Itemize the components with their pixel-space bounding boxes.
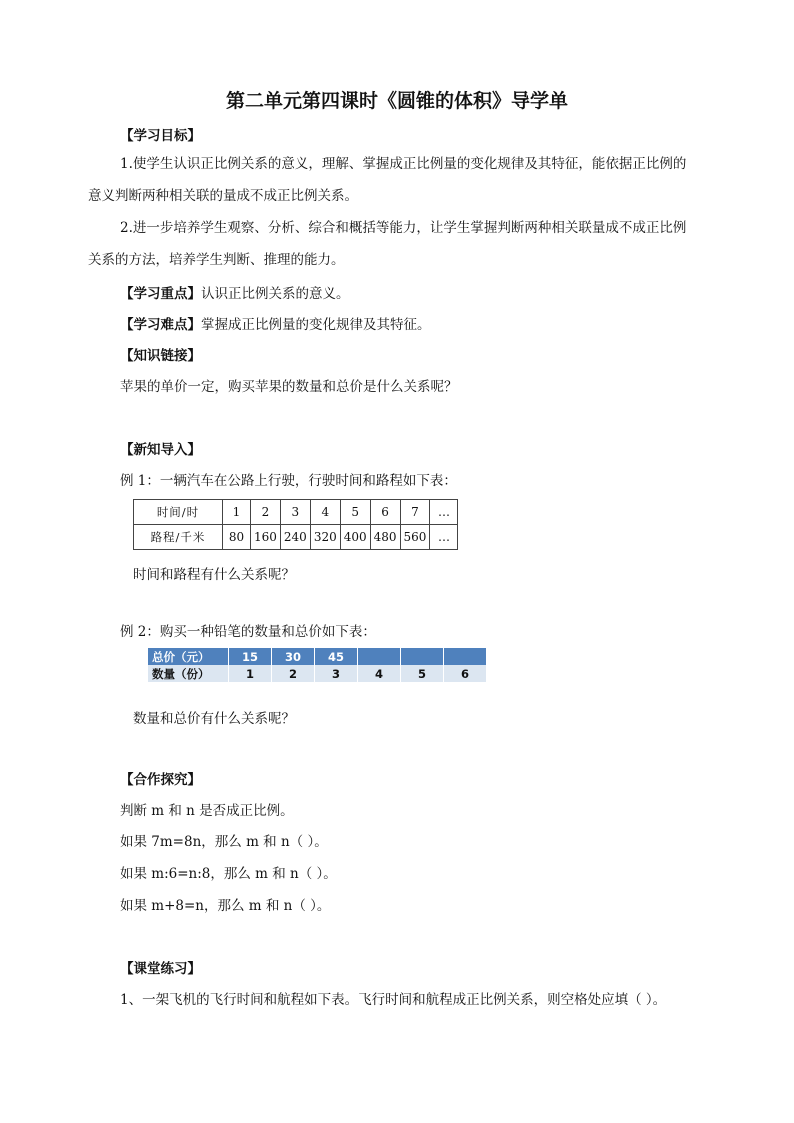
cooperation-intro: 判断 m 和 n 是否成正比例。 — [120, 803, 294, 819]
table-cell: 320 — [310, 525, 340, 550]
table-header-distance: 路程/千米 — [134, 525, 223, 550]
objective-2-line-1: 2.进一步培养学生观察、分析、综合和概括等能力，让学生掌握判断两种相关联量成不成正比例 — [120, 220, 687, 236]
table-cell: 45 — [315, 648, 358, 665]
table-cell: 4 — [310, 500, 340, 525]
difficulty-heading: 【学习难点】 — [120, 317, 201, 333]
new-knowledge-heading: 【新知导入】 — [120, 442, 201, 458]
key-point-heading: 【学习重点】 — [120, 286, 201, 302]
cooperation-question-2: 如果 m:6=n:8，那么 m 和 n（ ）。 — [120, 866, 337, 882]
example-2-question: 数量和总价有什么关系呢？ — [133, 711, 295, 727]
table-cell: 560 — [400, 525, 430, 550]
price-quantity-table — [148, 648, 487, 682]
table-header-time: 时间/时 — [134, 500, 223, 525]
table-cell — [401, 648, 444, 665]
difficulty-text: 掌握成正比例量的变化规律及其特征。 — [201, 317, 431, 333]
cooperation-question-1: 如果 7m=8n，那么 m 和 n（ ）。 — [120, 834, 328, 850]
cooperation-question-3: 如果 m+8=n，那么 m 和 n（ ）。 — [120, 898, 331, 914]
table-cell: 2 — [251, 500, 281, 525]
table-cell: 3 — [315, 665, 358, 682]
table-row — [134, 500, 458, 525]
table-cell: 2 — [272, 665, 315, 682]
table-cell: 1 — [223, 500, 251, 525]
example-2-intro: 例 2：购买一种铅笔的数量和总价如下表： — [120, 624, 376, 640]
table-cell: 5 — [340, 500, 370, 525]
table-cell — [444, 648, 487, 665]
objective-1-line-2: 意义判断两种相关联的量成不成正比例关系。 — [88, 188, 358, 204]
table-cell — [358, 648, 401, 665]
table-cell: 7 — [400, 500, 430, 525]
table-cell: 5 — [401, 665, 444, 682]
table-header-quantity: 数量（份） — [148, 665, 229, 682]
objectives-heading: 【学习目标】 — [120, 128, 201, 144]
table-row — [148, 665, 487, 682]
table-cell: … — [430, 500, 458, 525]
example-1-question: 时间和路程有什么关系呢？ — [133, 567, 295, 583]
time-distance-table — [133, 499, 458, 550]
table-cell: 160 — [251, 525, 281, 550]
key-point-text: 认识正比例关系的意义。 — [201, 286, 350, 302]
practice-heading: 【课堂练习】 — [120, 961, 201, 977]
table-cell: 1 — [229, 665, 272, 682]
practice-question-1: 1、一架飞机的飞行时间和航程如下表。飞行时间和航程成正比例关系，则空格处应填（ ）。 — [120, 992, 667, 1008]
table-cell: 30 — [272, 648, 315, 665]
cooperation-heading: 【合作探究】 — [120, 772, 201, 788]
table-cell: 3 — [280, 500, 310, 525]
table-cell: 400 — [340, 525, 370, 550]
example-1-intro: 例 1：一辆汽车在公路上行驶，行驶时间和路程如下表： — [120, 473, 457, 489]
table-cell: 6 — [444, 665, 487, 682]
difficulty — [120, 313, 431, 333]
objective-1-line-1: 1.使学生认识正比例关系的意义，理解、掌握成正比例量的变化规律及其特征，能依据正比例的 — [120, 156, 687, 172]
table-header-price: 总价（元） — [148, 648, 229, 665]
table-row — [148, 648, 487, 665]
table-cell: 6 — [370, 500, 400, 525]
table-cell: 15 — [229, 648, 272, 665]
table-cell: 480 — [370, 525, 400, 550]
page-title: 第二单元第四课时《圆锥的体积》导学单 — [225, 90, 568, 112]
table-cell: 80 — [223, 525, 251, 550]
knowledge-link-heading: 【知识链接】 — [120, 348, 201, 364]
table-cell: … — [430, 525, 458, 550]
key-point — [120, 282, 350, 302]
table-cell: 240 — [280, 525, 310, 550]
table-row — [134, 525, 458, 550]
table-cell: 4 — [358, 665, 401, 682]
knowledge-link-text: 苹果的单价一定，购买苹果的数量和总价是什么关系呢？ — [120, 379, 458, 395]
objective-2-line-2: 关系的方法，培养学生判断、推理的能力。 — [88, 252, 345, 268]
